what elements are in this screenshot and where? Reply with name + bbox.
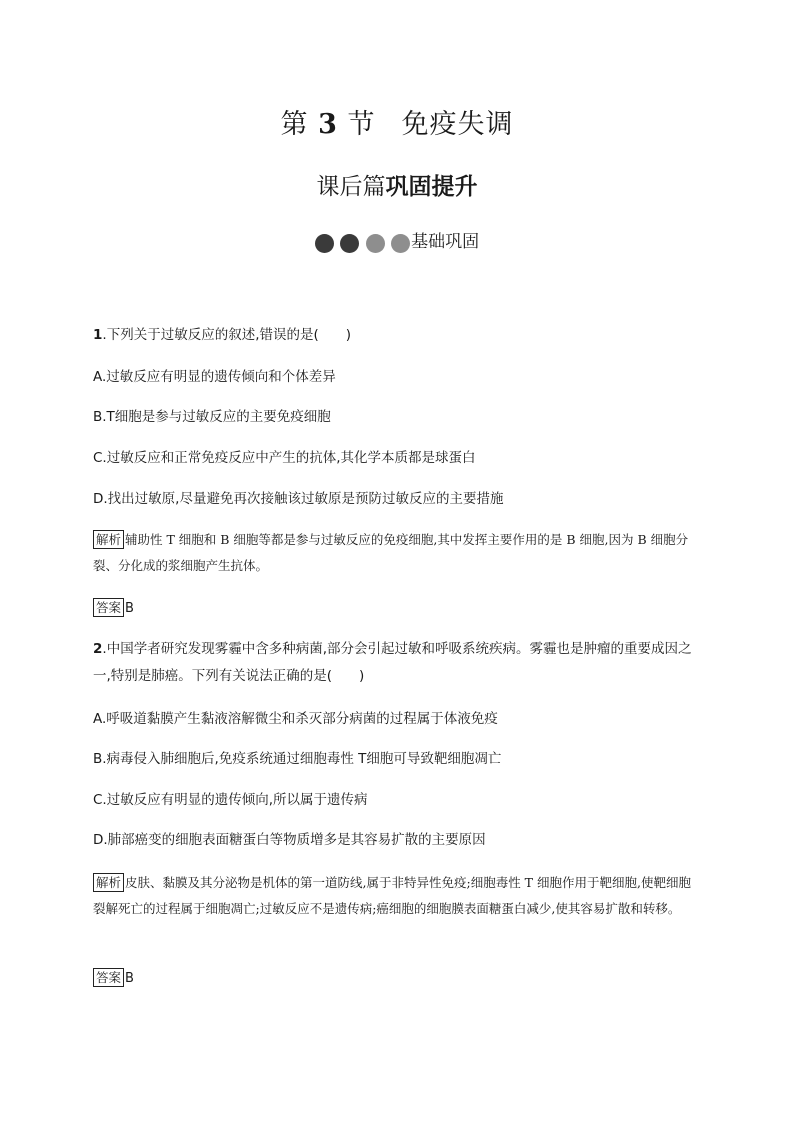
title-number: 3 [318, 109, 338, 140]
question-2-option-a: A.呼吸道黏膜产生黏液溶解微尘和杀灭部分病菌的过程属于体液免疫 [93, 711, 498, 727]
analysis-text: 辅助性 T 细胞和 B 细胞等都是参与过敏反应的免疫细胞,其中发挥主要作用的是 B 细胞,因为 B 细胞分裂、分化成的浆细胞产生抗体。 [93, 532, 689, 573]
section-title [0, 102, 794, 141]
analysis-text: 皮肤、黏膜及其分泌物是机体的第一道防线,属于非特异性免疫;细胞毒性 T 细胞作用于靶细胞,使靶细胞裂解死亡的过程属于细胞凋亡;过敏反应不是遗传病;癌细胞的细胞膜表面糖蛋白减少,使其容易扩散和转移。 [93, 875, 691, 916]
question-1-option-c: C.过敏反应和正常免疫反应中产生的抗体,其化学本质都是球蛋白 [93, 450, 476, 466]
title-main: 免疫失调 [401, 109, 514, 140]
question-2-option-c: C.过敏反应有明显的遗传倾向,所以属于遗传病 [93, 792, 368, 808]
question-1-stem [93, 322, 703, 349]
analysis-tag: 解析 [93, 873, 124, 892]
title-suffix: 节 [347, 109, 376, 140]
question-1-option-d: D.找出过敏原,尽量避免再次接触该过敏原是预防过敏反应的主要措施 [93, 491, 504, 507]
question-2-option-d: D.肺部癌变的细胞表面糖蛋白等物质增多是其容易扩散的主要原因 [93, 832, 486, 848]
question-number: 2 [93, 641, 103, 657]
question-2-option-b: B.病毒侵入肺细胞后,免疫系统通过细胞毒性 T细胞可导致靶细胞凋亡 [93, 751, 502, 767]
subtitle-plain: 课后篇 [316, 174, 386, 200]
question-number: 1 [93, 327, 103, 343]
title-prefix: 第 [280, 109, 309, 140]
question-1-answer [93, 598, 703, 619]
dot-empty-icon [366, 234, 385, 253]
answer-tag: 答案 [93, 598, 124, 617]
dot-filled-icon [340, 234, 359, 253]
question-1-option-b: B.T细胞是参与过敏反应的主要免疫细胞 [93, 409, 331, 425]
difficulty-level [0, 230, 794, 254]
dot-filled-icon [315, 234, 334, 253]
answer-value: B [125, 601, 134, 616]
subtitle-bold: 巩固提升 [385, 174, 478, 200]
analysis-tag: 解析 [93, 530, 124, 549]
dot-empty-icon [391, 234, 410, 253]
question-2-answer [93, 968, 703, 989]
answer-value: B [125, 971, 134, 986]
question-text: .下列关于过敏反应的叙述,错误的是( ) [102, 327, 352, 343]
level-label: 基础巩固 [411, 232, 480, 252]
question-2-stem [93, 636, 703, 690]
question-2-analysis [93, 870, 699, 922]
answer-tag: 答案 [93, 968, 124, 987]
question-1-analysis [93, 527, 689, 579]
question-text: .中国学者研究发现雾霾中含多种病菌,部分会引起过敏和呼吸系统疾病。雾霾也是肿瘤的重要成因之一,特别是肺癌。下列有关说法正确的是( ) [93, 641, 692, 684]
subtitle [0, 168, 794, 201]
difficulty-dots-icon [315, 231, 411, 253]
question-1-option-a: A.过敏反应有明显的遗传倾向和个体差异 [93, 369, 336, 385]
